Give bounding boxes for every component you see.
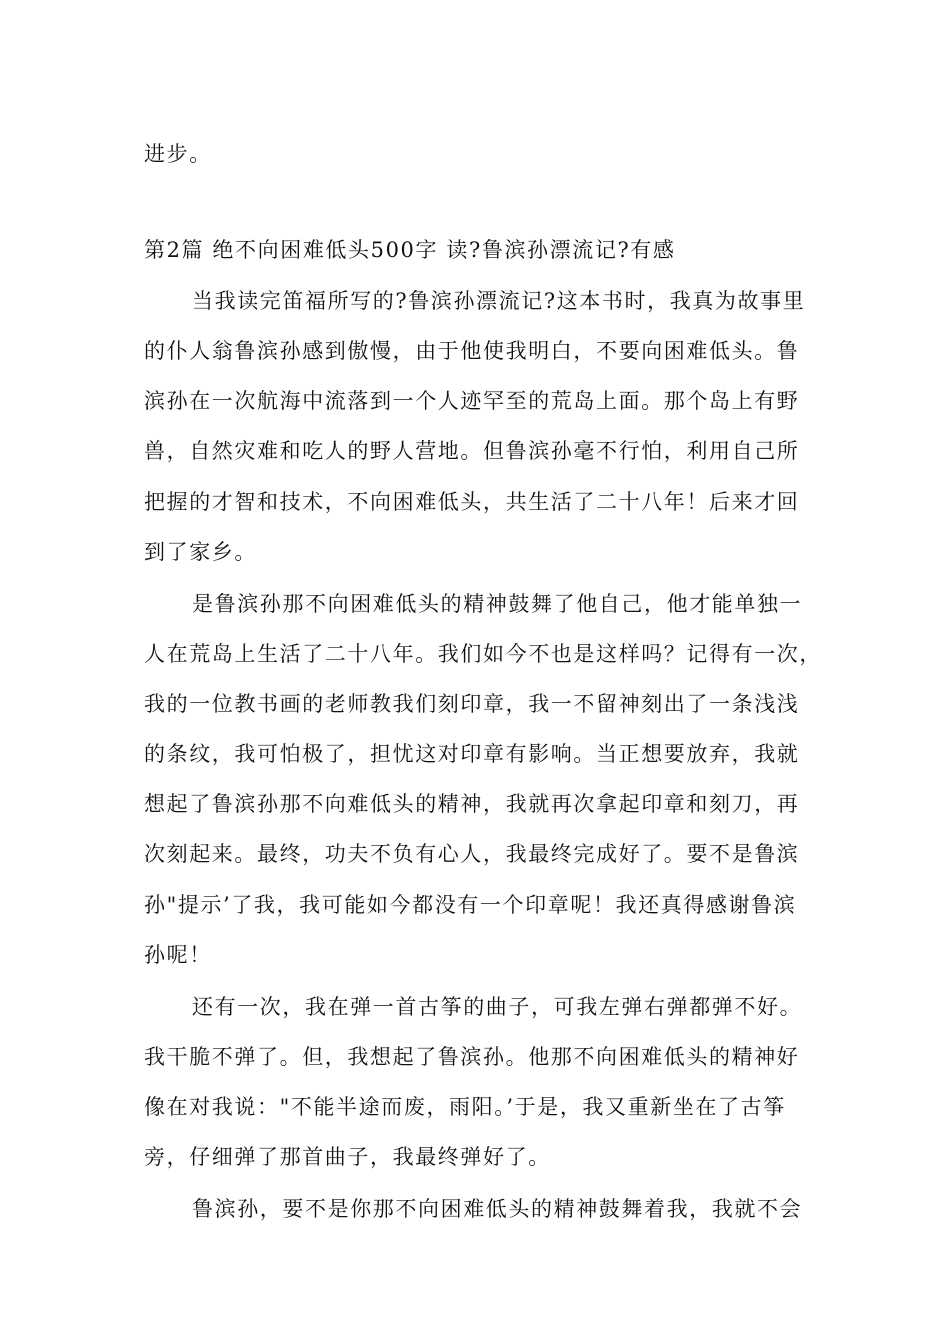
paragraph-line: 还有一次，我在弹一首古筝的曲子，可我左弹右弹都弹不好。 (192, 995, 803, 1019)
paragraph-line: 当我读完笛福所写的?鲁滨孙漂流记?这本书时，我真为故事里 (192, 289, 806, 313)
paragraph-line: 像在对我说："不能半途而废，雨阳。’于是，我又重新坐在了古筝 (144, 1095, 786, 1119)
continuation-line: 进步。 (144, 142, 212, 166)
paragraph-line: 是鲁滨孙那不向困难低头的精神鼓舞了他自己，他才能单独一 (192, 592, 803, 616)
paragraph-line: 次刻起来。最终，功夫不负有心人，我最终完成好了。要不是鲁滨 (144, 842, 800, 866)
paragraph-line: 的条纹，我可怕极了，担忧这对印章有影响。当正想要放弃，我就 (144, 742, 800, 766)
paragraph-line: 我干脆不弹了。但，我想起了鲁滨孙。他那不向困难低头的精神好 (144, 1045, 800, 1069)
article-heading: 第2篇 绝不向困难低头500字 读?鲁滨孙漂流记?有感 (144, 238, 676, 262)
paragraph-line: 人在荒岛上生活了二十八年。我们如今不也是这样吗？记得有一次， (144, 642, 822, 666)
paragraph-line: 孙"提示’了我，我可能如今都没有一个印章呢！我还真得感谢鲁滨 (144, 893, 797, 917)
paragraph-line: 的仆人翁鲁滨孙感到傲慢，由于他使我明白，不要向困难低头。鲁 (144, 339, 800, 363)
paragraph-line: 把握的才智和技术，不向困难低头，共生活了二十八年！后来才回 (144, 490, 800, 514)
paragraph-line: 旁，仔细弹了那首曲子，我最终弹好了。 (144, 1145, 551, 1169)
paragraph-line: 想起了鲁滨孙那不向难低头的精神，我就再次拿起印章和刻刀，再 (144, 792, 800, 816)
paragraph-line: 到了家乡。 (144, 540, 257, 564)
paragraph-line: 兽，自然灾难和吃人的野人营地。但鲁滨孙毫不行怕，利用自己所 (144, 439, 800, 463)
paragraph-line: 孙呢！ (144, 943, 212, 967)
paragraph-line: 滨孙在一次航海中流落到一个人迹罕至的荒岛上面。那个岛上有野 (144, 389, 800, 413)
paragraph-line: 鲁滨孙，要不是你那不向困难低头的精神鼓舞着我，我就不会 (192, 1197, 803, 1221)
paragraph-line: 我的一位教书画的老师教我们刻印章，我一不留神刻出了一条浅浅 (144, 692, 800, 716)
